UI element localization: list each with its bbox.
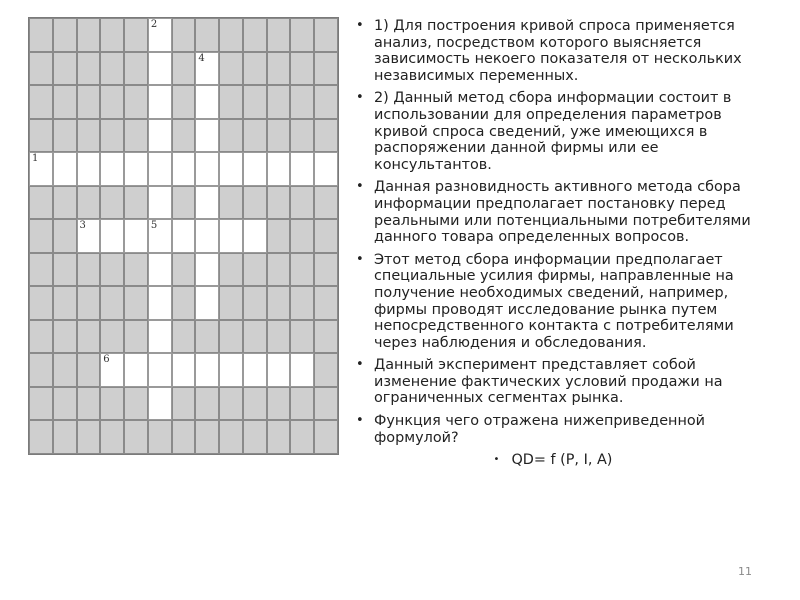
crossword-answer-cell[interactable]: [172, 152, 196, 186]
crossword-blank-cell: [77, 119, 101, 153]
crossword-answer-cell[interactable]: [314, 152, 338, 186]
crossword-blank-cell: [124, 320, 148, 354]
crossword-blank-cell: [314, 186, 338, 220]
crossword-answer-cell[interactable]: [148, 18, 172, 52]
crossword-blank-cell: [290, 253, 314, 287]
crossword-blank-cell: [314, 353, 338, 387]
crossword-blank-cell: [314, 253, 338, 287]
crossword-blank-cell: [290, 320, 314, 354]
crossword-blank-cell: [243, 18, 267, 52]
formula-item: [353, 452, 753, 469]
crossword-blank-cell: [77, 387, 101, 421]
crossword-blank-cell: [267, 420, 291, 454]
crossword-blank-cell: [124, 420, 148, 454]
crossword-blank-cell: [290, 286, 314, 320]
crossword-blank-cell: [53, 320, 77, 354]
formula-text: QD= f (P, I, A): [511, 452, 613, 469]
crossword-blank-cell: [77, 52, 101, 86]
crossword-blank-cell: [195, 387, 219, 421]
crossword-blank-cell: [314, 420, 338, 454]
crossword-blank-cell: [100, 420, 124, 454]
crossword-blank-cell: [243, 286, 267, 320]
crossword-answer-cell[interactable]: [172, 219, 196, 253]
crossword-blank-cell: [124, 52, 148, 86]
crossword-blank-cell: [290, 18, 314, 52]
crossword-blank-cell: [53, 119, 77, 153]
crossword-answer-cell[interactable]: [243, 152, 267, 186]
crossword-blank-cell: [267, 253, 291, 287]
crossword-answer-cell[interactable]: [148, 85, 172, 119]
crossword-answer-cell[interactable]: [100, 353, 124, 387]
question-item: [353, 90, 753, 173]
crossword-blank-cell: [172, 119, 196, 153]
crossword-grid: [28, 17, 339, 455]
crossword-answer-cell[interactable]: [148, 152, 172, 186]
crossword-blank-cell: [53, 387, 77, 421]
crossword-blank-cell: [172, 387, 196, 421]
crossword-blank-cell: [77, 353, 101, 387]
crossword-blank-cell: [77, 253, 101, 287]
crossword-blank-cell: [53, 52, 77, 86]
crossword-answer-cell[interactable]: [195, 119, 219, 153]
question-item: [353, 413, 753, 446]
crossword-blank-cell: [77, 286, 101, 320]
clue-number: 1: [32, 153, 39, 165]
bullet-icon: •: [356, 251, 364, 267]
crossword-answer-cell[interactable]: [148, 253, 172, 287]
bullet-icon: •: [356, 413, 364, 429]
crossword-blank-cell: [29, 52, 53, 86]
crossword-blank-cell: [172, 186, 196, 220]
crossword-answer-cell[interactable]: [148, 320, 172, 354]
bullet-icon: •: [356, 90, 364, 106]
crossword-blank-cell: [124, 119, 148, 153]
crossword-blank-cell: [219, 387, 243, 421]
question-text: Этот метод сбора информации предполагает специальные усилия фирмы, направленные на получение необходимых сведений, например, фирмы проводят исследование рынка путем непосредственного контакта с потребителями через наблюдения и обследования.: [374, 251, 734, 351]
crossword-blank-cell: [53, 18, 77, 52]
crossword-answer-cell[interactable]: [219, 353, 243, 387]
crossword-answer-cell[interactable]: [195, 186, 219, 220]
bullet-icon: •: [493, 454, 500, 466]
crossword-answer-cell[interactable]: [267, 353, 291, 387]
crossword-blank-cell: [219, 286, 243, 320]
crossword-blank-cell: [219, 320, 243, 354]
crossword-answer-cell[interactable]: [124, 353, 148, 387]
question-text: Функция чего отражена нижеприведенной формулой?: [374, 413, 706, 446]
crossword-blank-cell: [29, 387, 53, 421]
crossword-blank-cell: [124, 18, 148, 52]
crossword-answer-cell[interactable]: [195, 286, 219, 320]
crossword-answer-cell[interactable]: [219, 219, 243, 253]
crossword-blank-cell: [243, 52, 267, 86]
crossword-blank-cell: [172, 420, 196, 454]
crossword-blank-cell: [267, 186, 291, 220]
crossword-blank-cell: [290, 387, 314, 421]
question-text: Данный эксперимент представляет собой изменение фактических условий продажи на ограниченных сегментах рынка.: [374, 357, 723, 407]
crossword-blank-cell: [290, 219, 314, 253]
crossword-blank-cell: [314, 320, 338, 354]
crossword-answer-cell[interactable]: [172, 353, 196, 387]
crossword-blank-cell: [267, 320, 291, 354]
crossword-blank-cell: [314, 52, 338, 86]
crossword-answer-cell[interactable]: [243, 353, 267, 387]
crossword-blank-cell: [100, 320, 124, 354]
crossword-blank-cell: [172, 52, 196, 86]
question-list: [353, 18, 753, 475]
crossword-blank-cell: [124, 85, 148, 119]
question-text: 1) Для построения кривой спроса применяется анализ, посредством которого выясняется зависимость некоего показателя от нескольких независимых переменных.: [374, 18, 742, 84]
crossword-blank-cell: [243, 119, 267, 153]
crossword-blank-cell: [29, 18, 53, 52]
crossword-blank-cell: [53, 85, 77, 119]
crossword-blank-cell: [100, 186, 124, 220]
crossword-blank-cell: [124, 253, 148, 287]
crossword-answer-cell[interactable]: [148, 186, 172, 220]
crossword-blank-cell: [124, 387, 148, 421]
crossword-blank-cell: [100, 286, 124, 320]
crossword-blank-cell: [100, 253, 124, 287]
crossword-blank-cell: [219, 18, 243, 52]
crossword-answer-cell[interactable]: [219, 152, 243, 186]
crossword-blank-cell: [243, 320, 267, 354]
crossword-answer-cell[interactable]: [195, 152, 219, 186]
crossword-blank-cell: [219, 85, 243, 119]
clue-number: 5: [150, 220, 158, 232]
clue-number: 6: [103, 354, 110, 366]
crossword-answer-cell[interactable]: [29, 152, 53, 186]
crossword-answer-cell[interactable]: [290, 353, 314, 387]
crossword-blank-cell: [267, 119, 291, 153]
crossword-blank-cell: [29, 320, 53, 354]
crossword-blank-cell: [29, 219, 53, 253]
crossword-answer-cell[interactable]: [148, 52, 172, 86]
crossword-blank-cell: [53, 253, 77, 287]
crossword-blank-cell: [124, 186, 148, 220]
crossword-answer-cell[interactable]: [148, 119, 172, 153]
crossword-blank-cell: [314, 119, 338, 153]
crossword-answer-cell[interactable]: [290, 152, 314, 186]
crossword-answer-cell[interactable]: [100, 152, 124, 186]
crossword-blank-cell: [267, 85, 291, 119]
crossword-blank-cell: [219, 119, 243, 153]
crossword-blank-cell: [77, 18, 101, 52]
crossword-blank-cell: [267, 219, 291, 253]
question-text: Данная разновидность активного метода сбора информации предполагает постановку перед реальными или потенциальными потребителями данного товара определенных вопросов.: [374, 179, 751, 246]
crossword-answer-cell[interactable]: [195, 85, 219, 119]
crossword-blank-cell: [314, 387, 338, 421]
crossword-blank-cell: [77, 320, 101, 354]
crossword-blank-cell: [172, 85, 196, 119]
clue-number: 3: [79, 220, 86, 232]
crossword-blank-cell: [243, 387, 267, 421]
question-item: [353, 18, 753, 84]
crossword-blank-cell: [53, 420, 77, 454]
bullet-icon: •: [356, 179, 364, 195]
crossword-answer-cell[interactable]: [148, 353, 172, 387]
crossword-answer-cell[interactable]: [195, 52, 219, 86]
crossword-blank-cell: [100, 18, 124, 52]
crossword-answer-cell[interactable]: [148, 286, 172, 320]
crossword-answer-cell[interactable]: [243, 219, 267, 253]
crossword-blank-cell: [219, 420, 243, 454]
crossword-answer-cell[interactable]: [124, 152, 148, 186]
crossword-blank-cell: [290, 52, 314, 86]
crossword-blank-cell: [100, 52, 124, 86]
question-item: [353, 357, 753, 407]
crossword-blank-cell: [290, 85, 314, 119]
crossword-blank-cell: [148, 420, 172, 454]
crossword-blank-cell: [29, 253, 53, 287]
crossword-blank-cell: [219, 52, 243, 86]
crossword-blank-cell: [219, 186, 243, 220]
crossword-blank-cell: [172, 18, 196, 52]
crossword-blank-cell: [53, 219, 77, 253]
crossword-answer-cell[interactable]: [53, 152, 77, 186]
question-text: 2) Данный метод сбора информации состоит в использовании для определения параметров кривой спроса сведений, уже имеющихся в распоряжении данной фирмы или ее консультантов.: [374, 90, 732, 173]
slide-number: 11: [738, 565, 752, 578]
crossword-blank-cell: [77, 420, 101, 454]
crossword-blank-cell: [219, 253, 243, 287]
crossword-answer-cell[interactable]: [267, 152, 291, 186]
clue-number: 4: [198, 52, 205, 64]
crossword-blank-cell: [77, 85, 101, 119]
crossword-answer-cell[interactable]: [148, 387, 172, 421]
crossword-blank-cell: [267, 52, 291, 86]
crossword-blank-cell: [314, 286, 338, 320]
crossword-blank-cell: [29, 119, 53, 153]
crossword-blank-cell: [314, 18, 338, 52]
crossword-blank-cell: [267, 18, 291, 52]
crossword-answer-cell[interactable]: [77, 219, 101, 253]
crossword-blank-cell: [195, 18, 219, 52]
crossword-blank-cell: [124, 286, 148, 320]
crossword-answer-cell[interactable]: [124, 219, 148, 253]
crossword-blank-cell: [195, 420, 219, 454]
crossword-answer-cell[interactable]: [77, 152, 101, 186]
crossword-blank-cell: [100, 85, 124, 119]
question-item: [353, 179, 753, 245]
crossword-blank-cell: [243, 420, 267, 454]
crossword-blank-cell: [314, 85, 338, 119]
crossword-blank-cell: [195, 320, 219, 354]
bullet-icon: •: [356, 357, 364, 373]
crossword-blank-cell: [243, 186, 267, 220]
crossword-blank-cell: [53, 186, 77, 220]
crossword-answer-cell[interactable]: [195, 353, 219, 387]
crossword-blank-cell: [172, 320, 196, 354]
crossword-answer-cell[interactable]: [195, 219, 219, 253]
crossword-blank-cell: [53, 286, 77, 320]
crossword-blank-cell: [314, 219, 338, 253]
crossword-blank-cell: [172, 253, 196, 287]
crossword-blank-cell: [172, 286, 196, 320]
question-item: [353, 252, 753, 352]
crossword-blank-cell: [29, 85, 53, 119]
crossword-blank-cell: [53, 353, 77, 387]
crossword-blank-cell: [267, 387, 291, 421]
bullet-icon: •: [356, 18, 364, 33]
crossword-answer-cell[interactable]: [100, 219, 124, 253]
crossword-blank-cell: [100, 119, 124, 153]
crossword-blank-cell: [243, 85, 267, 119]
crossword-blank-cell: [29, 353, 53, 387]
crossword-blank-cell: [290, 186, 314, 220]
crossword-blank-cell: [100, 387, 124, 421]
crossword-blank-cell: [29, 420, 53, 454]
crossword-blank-cell: [290, 119, 314, 153]
crossword-blank-cell: [243, 253, 267, 287]
crossword-answer-cell[interactable]: [148, 219, 172, 253]
crossword-blank-cell: [29, 286, 53, 320]
crossword-answer-cell[interactable]: [195, 253, 219, 287]
crossword-blank-cell: [267, 286, 291, 320]
crossword-blank-cell: [290, 420, 314, 454]
crossword-blank-cell: [77, 186, 101, 220]
clue-number: 2: [150, 19, 158, 30]
crossword-blank-cell: [29, 186, 53, 220]
